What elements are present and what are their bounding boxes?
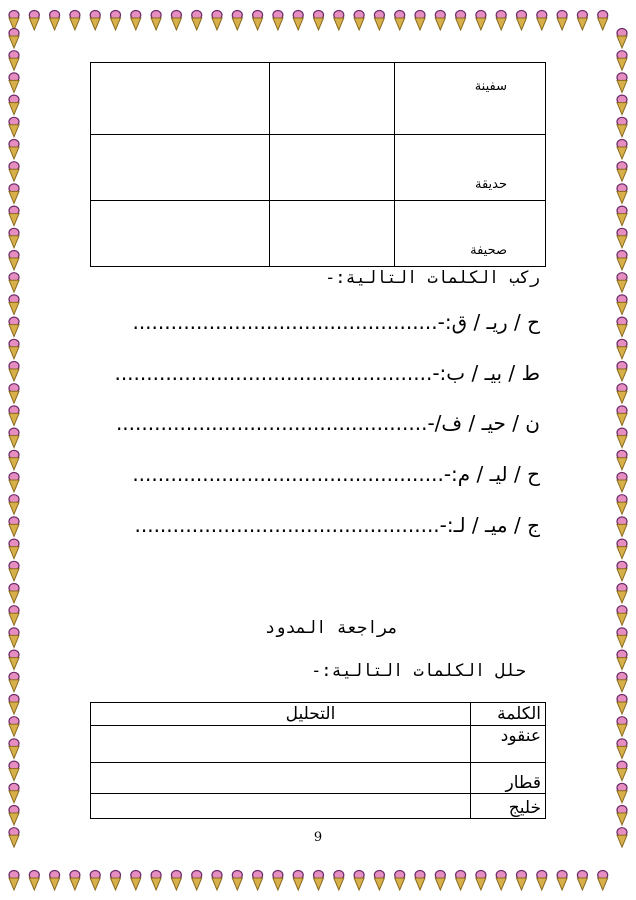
empty-cell: [270, 63, 395, 135]
ice-cream-cone-icon: [476, 871, 486, 891]
empty-cell: [91, 135, 270, 201]
table-row: [91, 794, 546, 819]
ice-cream-cone-icon: [598, 871, 608, 891]
ice-cream-cone-icon: [354, 11, 364, 31]
ice-cream-cone-icon: [456, 11, 466, 31]
ice-cream-cone-icon: [9, 339, 19, 359]
answer-dots: .................................................: [132, 462, 444, 486]
ice-cream-cone-icon: [9, 51, 19, 70]
ice-cream-cone-icon: [151, 871, 161, 891]
ice-cream-cone-icon: [617, 162, 627, 182]
ice-cream-cone-icon: [617, 717, 627, 737]
ice-cream-cone-icon: [232, 11, 242, 31]
compose-line: [132, 462, 540, 486]
ice-cream-cone-icon: [617, 806, 627, 826]
ice-cream-cone-icon: [50, 871, 60, 891]
ice-cream-cone-icon: [9, 871, 19, 891]
words-table: [90, 62, 546, 267]
ice-cream-cone-icon: [9, 539, 19, 559]
ice-cream-cone-icon: [617, 273, 627, 293]
table-row: [91, 726, 546, 763]
analysis-cell: [91, 763, 471, 794]
ice-cream-cone-icon: [617, 628, 627, 648]
ice-cream-cone-icon: [9, 140, 19, 160]
ice-cream-cone-icon: [70, 871, 80, 891]
ice-cream-cone-icon: [537, 11, 547, 31]
ice-cream-cone-icon: [617, 339, 627, 359]
ice-cream-cone-icon: [9, 672, 19, 692]
ice-cream-cone-icon: [171, 11, 181, 31]
word-cell: قطار: [471, 763, 546, 794]
table-row: [91, 201, 546, 267]
letters-text: ن / حيـ / ف/-: [427, 411, 540, 435]
ice-cream-cone-icon: [9, 783, 19, 803]
ice-cream-cone-icon: [617, 761, 627, 781]
ice-cream-cone-icon: [617, 95, 627, 115]
ice-cream-cone-icon: [617, 29, 627, 49]
ice-cream-cone-icon: [9, 117, 19, 137]
ice-cream-cone-icon: [617, 783, 627, 803]
ice-cream-cone-icon: [9, 717, 19, 737]
review-heading: مراجعة المدود: [264, 618, 398, 638]
ice-cream-cone-icon: [253, 11, 263, 31]
ice-cream-cone-icon: [9, 29, 19, 49]
ice-cream-cone-icon: [334, 871, 344, 891]
ice-cream-cone-icon: [9, 806, 19, 826]
ice-cream-cone-icon: [9, 206, 19, 226]
ice-cream-cone-icon: [617, 384, 627, 404]
ice-cream-cone-icon: [9, 162, 19, 182]
ice-cream-cone-icon: [9, 517, 19, 537]
ice-cream-cone-icon: [517, 11, 527, 31]
compose-line: [114, 361, 540, 385]
ice-cream-cone-icon: [617, 650, 627, 670]
ice-cream-cone-icon: [9, 228, 19, 248]
ice-cream-cone-icon: [617, 51, 627, 70]
ice-cream-cone-icon: [456, 871, 466, 891]
answer-dots: ..................................................: [114, 361, 433, 385]
ice-cream-cone-icon: [617, 606, 627, 626]
ice-cream-cone-icon: [111, 11, 121, 31]
ice-cream-cone-icon: [9, 406, 19, 426]
ice-cream-cone-icon: [598, 11, 608, 31]
letters-text: ج / ميـ / لـ:-: [439, 513, 540, 537]
ice-cream-cone-icon: [617, 251, 627, 271]
compose-line: [135, 513, 541, 537]
word-cell: حديقة: [395, 135, 546, 201]
empty-cell: [91, 63, 270, 135]
letters-text: ح / ليـ / م:-: [443, 462, 540, 486]
ice-cream-cone-icon: [192, 11, 202, 31]
empty-cell: [270, 135, 395, 201]
ice-cream-cone-icon: [9, 273, 19, 293]
ice-cream-cone-icon: [9, 450, 19, 470]
table-row: [91, 63, 546, 135]
ice-cream-cone-icon: [9, 73, 19, 93]
letters-text: ط / بيـ / ب:-: [432, 361, 540, 385]
ice-cream-cone-icon: [9, 428, 19, 448]
ice-cream-cone-icon: [70, 11, 80, 31]
answer-dots: .................................................: [115, 411, 428, 435]
ice-cream-cone-icon: [537, 871, 547, 891]
ice-cream-cone-icon: [9, 317, 19, 337]
ice-cream-cone-icon: [617, 739, 627, 759]
ice-cream-cone-icon: [9, 251, 19, 271]
analysis-cell: [91, 726, 471, 763]
ice-cream-cone-icon: [617, 584, 627, 604]
ice-cream-cone-icon: [415, 871, 425, 891]
ice-cream-cone-icon: [151, 11, 161, 31]
ice-cream-cone-icon: [171, 871, 181, 891]
ice-cream-cone-icon: [577, 871, 587, 891]
ice-cream-cone-icon: [334, 11, 344, 31]
compose-line: [116, 411, 540, 435]
ice-cream-cone-icon: [273, 871, 283, 891]
ice-cream-cone-icon: [9, 473, 19, 493]
ice-cream-cone-icon: [557, 871, 567, 891]
ice-cream-cone-icon: [617, 206, 627, 226]
table-row: [91, 135, 546, 201]
ice-cream-cone-icon: [9, 561, 19, 581]
ice-cream-cone-icon: [29, 11, 39, 31]
ice-cream-cone-icon: [617, 295, 627, 315]
ice-cream-cone-icon: [293, 871, 303, 891]
ice-cream-cone-icon: [9, 628, 19, 648]
ice-cream-cone-icon: [293, 11, 303, 31]
table-header-row: [91, 703, 546, 726]
analysis-table: [90, 702, 546, 819]
ice-cream-cone-icon: [617, 450, 627, 470]
ice-cream-cone-icon: [50, 11, 60, 31]
ice-cream-cone-icon: [617, 140, 627, 160]
ice-cream-cone-icon: [617, 495, 627, 515]
word-cell: سفينة: [395, 63, 546, 135]
ice-cream-cone-icon: [374, 11, 384, 31]
ice-cream-cone-icon: [9, 584, 19, 604]
ice-cream-cone-icon: [9, 695, 19, 715]
word-header: الكلمة: [471, 703, 546, 726]
ice-cream-cone-icon: [212, 871, 222, 891]
ice-cream-cone-icon: [374, 871, 384, 891]
ice-cream-cone-icon: [617, 228, 627, 248]
ice-cream-cone-icon: [9, 11, 19, 31]
table-row: [91, 763, 546, 794]
empty-cell: [91, 201, 270, 267]
ice-cream-cone-icon: [9, 184, 19, 204]
compose-line: [132, 310, 540, 334]
ice-cream-cone-icon: [476, 11, 486, 31]
letters-text: ح / ريـ / ق:-: [437, 310, 540, 334]
ice-cream-cone-icon: [9, 739, 19, 759]
ice-cream-cone-icon: [192, 871, 202, 891]
ice-cream-cone-icon: [9, 495, 19, 515]
ice-cream-cone-icon: [517, 871, 527, 891]
ice-cream-cone-icon: [9, 362, 19, 382]
ice-cream-cone-icon: [111, 871, 121, 891]
ice-cream-cone-icon: [9, 295, 19, 315]
analyze-heading: حلل الكلمات التالية:-: [311, 661, 526, 681]
answer-dots: ................................................: [134, 513, 440, 537]
ice-cream-cone-icon: [253, 871, 263, 891]
ice-cream-cone-icon: [617, 184, 627, 204]
ice-cream-cone-icon: [496, 11, 506, 31]
word-cell: خليج: [471, 794, 546, 819]
ice-cream-cone-icon: [617, 362, 627, 382]
ice-cream-cone-icon: [557, 11, 567, 31]
ice-cream-cone-icon: [617, 473, 627, 493]
ice-cream-cone-icon: [617, 406, 627, 426]
answer-dots: ................................................: [132, 310, 438, 334]
ice-cream-cone-icon: [617, 317, 627, 337]
ice-cream-cone-icon: [29, 871, 39, 891]
ice-cream-cone-icon: [617, 73, 627, 93]
word-cell: صحيفة: [395, 201, 546, 267]
ice-cream-cone-icon: [395, 11, 405, 31]
ice-cream-cone-icon: [496, 871, 506, 891]
ice-cream-cone-icon: [577, 11, 587, 31]
ice-cream-cone-icon: [395, 871, 405, 891]
ice-cream-cone-icon: [435, 11, 445, 31]
ice-cream-cone-icon: [212, 11, 222, 31]
ice-cream-cone-icon: [617, 561, 627, 581]
ice-cream-cone-icon: [273, 11, 283, 31]
ice-cream-cone-icon: [354, 871, 364, 891]
ice-cream-cone-icon: [435, 871, 445, 891]
ice-cream-cone-icon: [314, 871, 324, 891]
ice-cream-cone-icon: [90, 871, 100, 891]
word-cell: عنقود: [471, 726, 546, 763]
ice-cream-cone-icon: [415, 11, 425, 31]
ice-cream-cone-icon: [617, 428, 627, 448]
ice-cream-cone-icon: [9, 95, 19, 115]
ice-cream-cone-icon: [9, 606, 19, 626]
empty-cell: [270, 201, 395, 267]
page-number: 9: [313, 830, 323, 845]
ice-cream-cone-icon: [617, 539, 627, 559]
ice-cream-cone-icon: [9, 384, 19, 404]
ice-cream-cone-icon: [617, 672, 627, 692]
ice-cream-cone-icon: [617, 517, 627, 537]
ice-cream-cone-icon: [617, 695, 627, 715]
ice-cream-cone-icon: [9, 650, 19, 670]
ice-cream-cone-icon: [90, 11, 100, 31]
ice-cream-cone-icon: [131, 11, 141, 31]
ice-cream-cone-icon: [232, 871, 242, 891]
analysis-header: التحليل: [91, 703, 471, 726]
analysis-cell: [91, 794, 471, 819]
ice-cream-cone-icon: [9, 761, 19, 781]
ice-cream-cone-icon: [617, 117, 627, 137]
ice-cream-cone-icon: [131, 871, 141, 891]
ice-cream-cone-icon: [314, 11, 324, 31]
compose-heading: ركب الكلمات التالية:-: [325, 268, 540, 288]
